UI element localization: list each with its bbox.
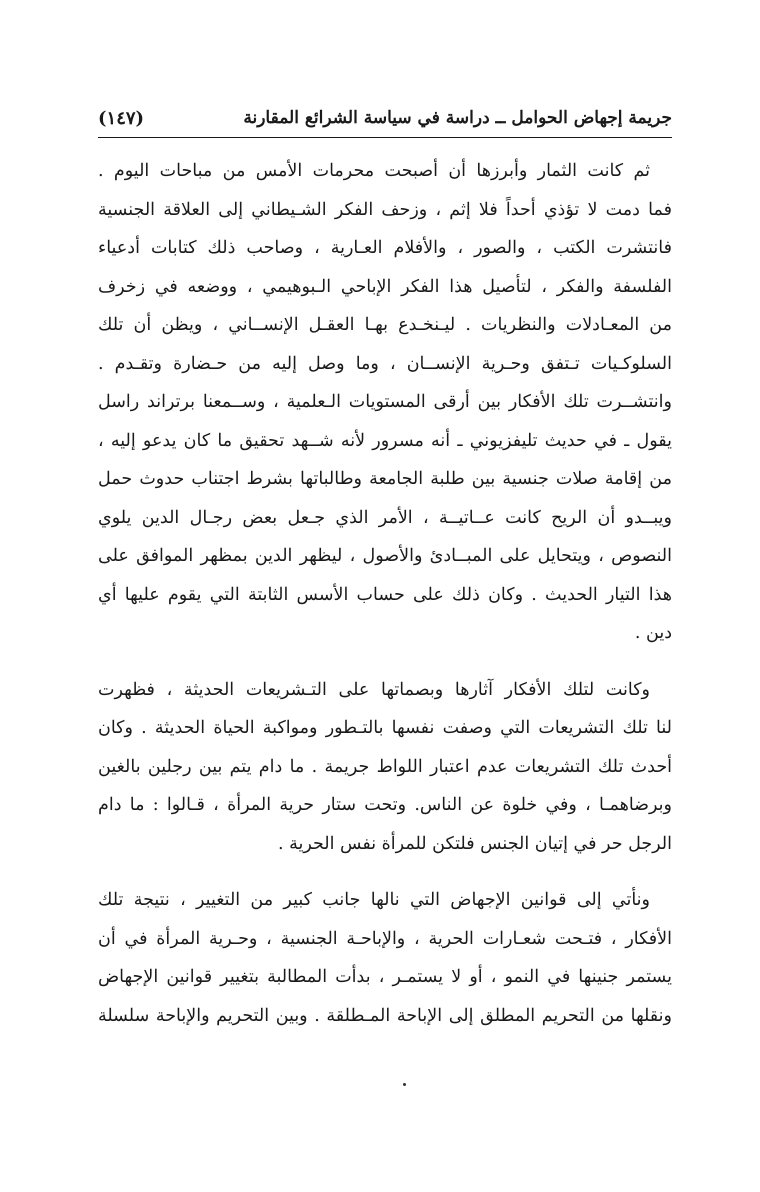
header-rule (98, 137, 672, 138)
text-line: لنا تلك التشريعات التي وصفت نفسها بالتـطور ومواكبة الحياة الحديثة . وكان (98, 718, 672, 738)
body-text (98, 152, 672, 1035)
text-line: ونأتي إلى قوانين الإجهاض التي نالها جانب كبير من التغيير ، نتيجة تلك (98, 890, 650, 910)
text-line: وانتشــرت تلك الأفكار بين أرقى المستويات الـعلمية ، وســمعنا برتراند راسل (98, 392, 672, 412)
text-line: السلوكـيات تـتفق وحـرية الإنســان ، وما وصل إليه من حـضارة وتقـدم . (98, 353, 672, 374)
text-line: فما دمت لا تؤذي أحداً فلا إثم ، وزحف الفكر الشـيطاني إلى العلاقة الجنسية (98, 199, 672, 220)
text-line: هذا التيار الحديث . وكان ذلك على حساب الأسس الثابتة التي يقوم عليها أي (98, 584, 672, 605)
print-speck (403, 1083, 406, 1086)
running-title: جريمة إجهاض الحوامل ــ دراسة في سياسة الشرائع المقارنة (243, 108, 672, 128)
paragraph-3 (98, 881, 672, 1035)
text-line: الفلسفة والفكر ، لتأصيل هذا الفكر الإباحي الـبوهيمي ، ووضعه في زخرف (98, 276, 672, 297)
page-number: (١٤٧) (98, 108, 145, 129)
text-line: النصوص ، ويتحايل على المبــادئ والأصول ، ليظهر الدين بمظهر الموافق على (98, 546, 672, 566)
text-line: من المعـادلات والنظريات . ليـنخـدع بهـا العقـل الإنســاني ، ويظن أن تلك (98, 315, 672, 335)
text-line: دين . (634, 623, 672, 643)
paragraph-2 (98, 671, 672, 864)
text-line: أحدث تلك التشريعات عدم اعتبار اللواط جريمة . ما دام يتم بين رجلين بالغين (98, 756, 672, 777)
paragraph-gap (98, 653, 672, 671)
text-line: يستمر جنينها في النمو ، أو لا يستمـر ، بدأت المطالبة بتغيير قوانين الإجهاض (98, 967, 672, 987)
text-line: يقول ـ في حديث تليفزيوني ـ أنه مسرور لأنه شــهد تحقيق ما كان يدعو إليه ، (98, 430, 672, 451)
text-line: من إقامة صلات جنسية بين طلبة الجامعة وطالباتها بشرط اجتناب حدوث حمل (98, 469, 672, 489)
page-header (98, 104, 672, 138)
text-line: ونقلها من التحريم المطلق إلى الإباحة المـطلقة . وبين التحريم والإباحة سلسلة (98, 1005, 672, 1026)
text-line: ويبــدو أن الريح كانت عــاتيــة ، الأمر الذي جـعل بعض رجـال الدين يلوي (98, 507, 672, 528)
text-line: الرجل حر في إتيان الجنس فلتكن للمرأة نفس الحرية . (277, 833, 672, 854)
text-line: ثم كانت الثمار وأبرزها أن أصبحت محرمات الأمس من مباحات اليوم . (98, 161, 650, 181)
text-line: وكانت لتلك الأفكار آثارها وبصماتها على التـشريعات الحديثة ، فظهرت (98, 679, 650, 700)
paragraph-1 (98, 152, 672, 653)
text-line: وبرضاهمـا ، وفي خلوة عن الناس. وتحت ستار حرية المرأة ، قـالوا : ما دام (98, 795, 672, 815)
text-line: الأفكار ، فتـحت شعـارات الحرية ، والإباحـة الجنسية ، وحـرية المرأة في أن (98, 928, 672, 949)
text-line: فانتشرت الكتب ، والصور ، والأفلام العـارية ، وصاحب ذلك كتابات أدعياء (98, 238, 672, 258)
paragraph-gap (98, 863, 672, 881)
